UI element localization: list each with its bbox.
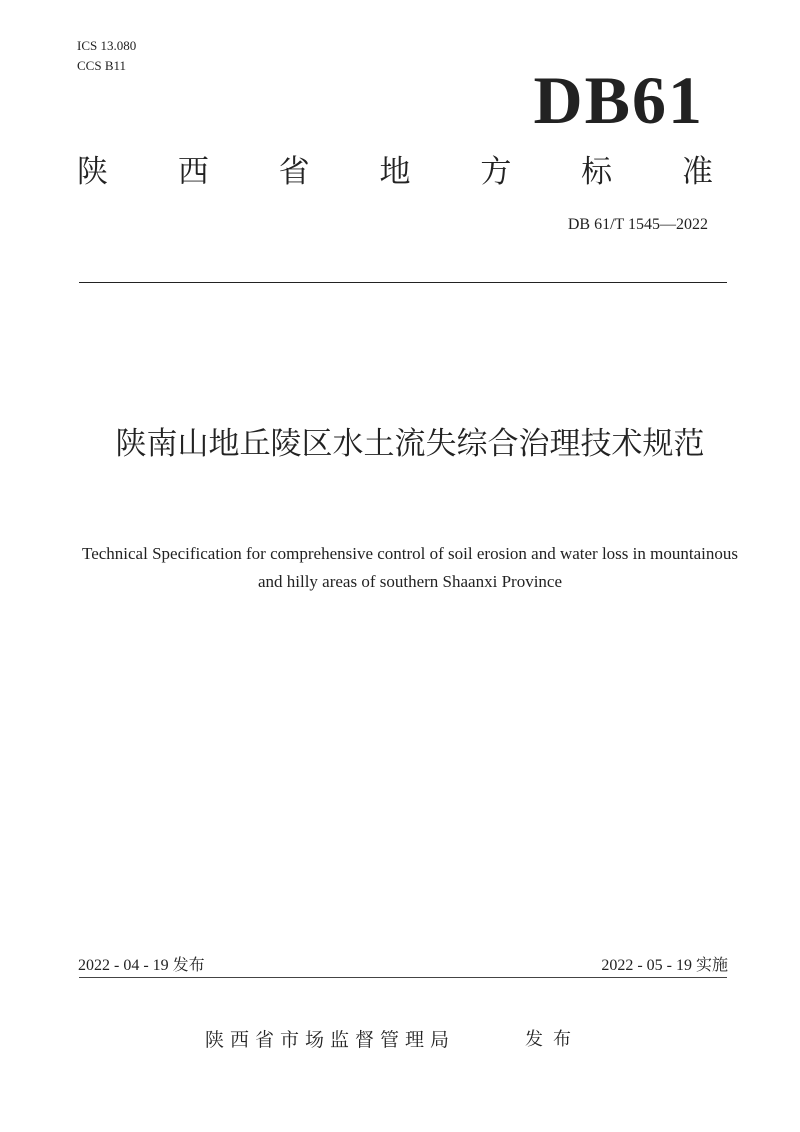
title-english: Technical Specification for comprehensive control of soil erosion and water loss in mountainous and hilly areas of southern Shaanxi Province <box>82 544 738 591</box>
standard-type-char: 方 <box>480 154 512 190</box>
standard-number: DB 61/T 1545—2022 <box>567 216 708 233</box>
db-logo: DB61 <box>533 62 704 138</box>
standard-type-char: 标 <box>581 154 613 190</box>
implement-date: 2022 - 05 - 19 实施 <box>601 957 728 974</box>
footer-divider <box>79 977 727 978</box>
ccs-code: CCS B11 <box>77 58 127 73</box>
standard-type-char: 陕 <box>77 154 108 190</box>
publisher-name: 陕西省市场监督管理局 <box>205 1029 456 1051</box>
publisher-action: 发布 <box>525 1029 581 1050</box>
standard-type-char: 省 <box>278 154 310 190</box>
ics-code: ICS 13.080 <box>77 38 137 53</box>
publish-date: 2022 - 04 - 19 发布 <box>78 957 205 974</box>
title-chinese: 陕南山地丘陵区水土流失综合治理技术规范 <box>115 426 705 462</box>
standard-type-char: 西 <box>177 154 209 190</box>
header-divider <box>79 282 727 283</box>
standard-type-char: 地 <box>379 154 411 190</box>
standard-type-char: 准 <box>681 154 713 190</box>
standard-type-heading <box>77 150 713 194</box>
